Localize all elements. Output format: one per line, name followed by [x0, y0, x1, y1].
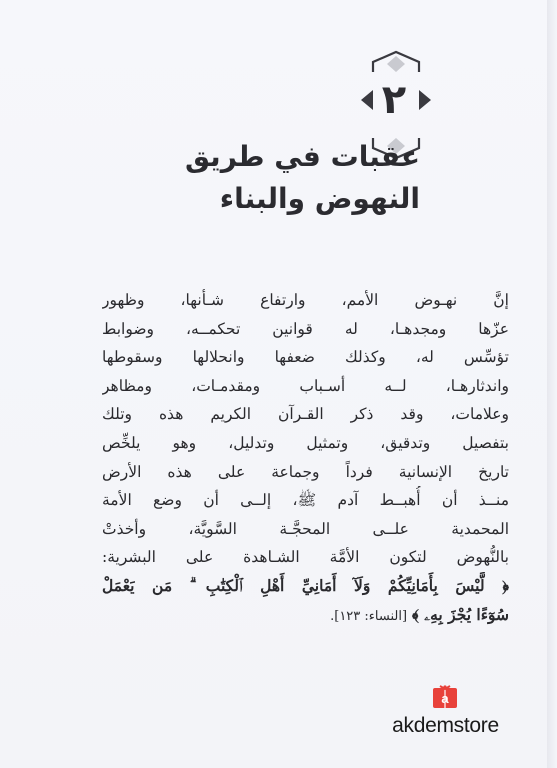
page-edge-shadow — [547, 0, 557, 768]
body-line: المحمدية علــى المحجَّـة السَّويَّة، وأخذتْ — [102, 519, 509, 538]
quran-verse-line2 — [102, 601, 509, 630]
brand-name: akdemstore — [392, 714, 499, 737]
akdemstore-watermark — [378, 684, 513, 744]
body-line: بتفصيل وتدقيق، وتمثيل وتدليل، وهو يلخِّص — [102, 433, 509, 452]
body-line: وعلامات، وقد ذكر القـرآن الكريم هذه وتلك — [102, 405, 509, 424]
logo-letter: a — [441, 691, 449, 706]
chapter-title-line1: عقبات في طريق — [184, 140, 420, 173]
body-line: تؤسِّس له، وكذلك ضعفها وانحلالها وسقوطها — [102, 348, 509, 367]
quran-verse-text: سُوٓءًا يُجْزَ بِهِۦ ﴾ — [411, 604, 509, 624]
book-logo-icon — [432, 684, 458, 710]
chapter-title-line2: النهوض والبناء — [219, 182, 420, 215]
body-line: واندثارهـا، لــه أسـباب ومقدمـات، ومظاهر — [102, 376, 509, 395]
body-line: بالنُّهوض لتكون الأمَّة الشـاهدة على البشرية: — [102, 548, 509, 567]
body-line: منــذ أن أُهبــط آدم ﷺ، إلــى أن وضع الأمة — [102, 491, 509, 510]
quran-verse-line1: ﴿ لَّيْسَ بِأَمَانِيِّكُمْ وَلَآ أَمَانِيِّ أَهْلِ ٱلْكِتَٰبِ ۗ مَن يَعْمَلْ — [102, 575, 509, 595]
body-text — [102, 286, 509, 629]
body-line: عزّها ومجدهـا، له قوانين تحكمــه، وضوابط — [102, 319, 509, 338]
body-line: تاريخ الإنسانية فرداً وجماعة على هذه الأرض — [102, 462, 509, 481]
body-line: إنَّ نهـوض الأمم، وارتفاع شـأنها، وظهور — [102, 291, 509, 309]
verse-citation: [النساء: ١٢٣]. — [330, 608, 408, 624]
chapter-number: ٢ — [381, 77, 407, 123]
